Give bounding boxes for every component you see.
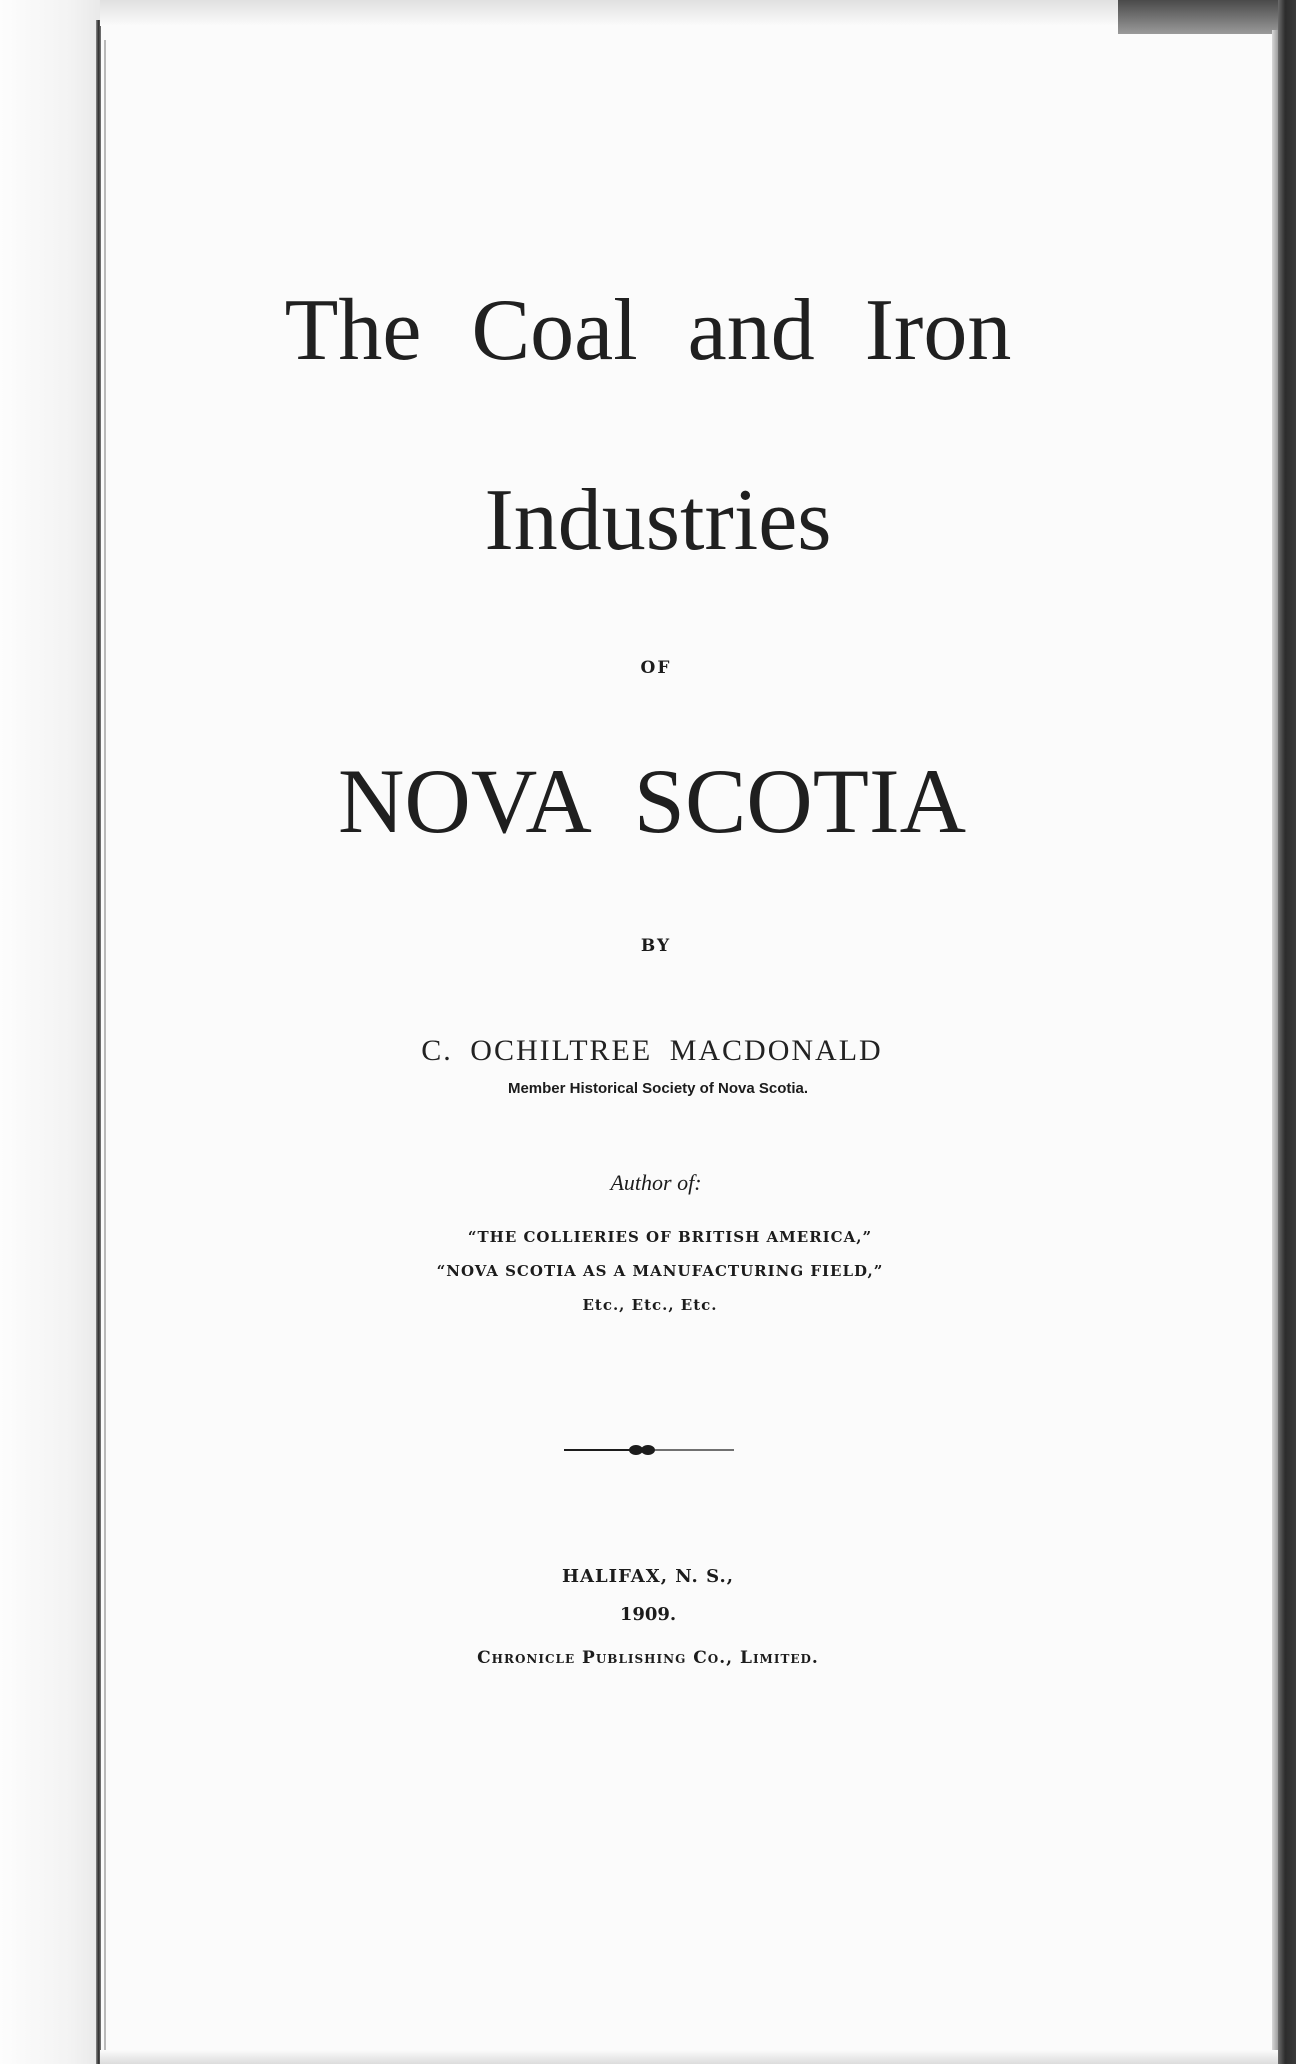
imprint-publisher: Chronicle Publishing Co., Limited.	[477, 1648, 819, 1668]
imprint-year: 1909.	[619, 1604, 677, 1625]
previous-work-1: “THE COLLIERIES OF BRITISH AMERICA,”	[467, 1228, 873, 1246]
page-bottom-shadow	[100, 2050, 1278, 2064]
author-affiliation: Member Historical Society of Nova Scotia.	[507, 1080, 809, 1097]
page-corner-shadow	[1118, 0, 1278, 34]
imprint-place: HALIFAX, N. S.,	[562, 1566, 734, 1587]
book-subject: NOVA SCOTIA	[337, 750, 967, 852]
page-top-shadow	[100, 0, 1278, 26]
author-of-label: Author of:	[610, 1170, 702, 1195]
previous-work-2: “NOVA SCOTIA AS A MANUFACTURING FIELD,”	[436, 1262, 884, 1280]
of-label: OF	[640, 658, 672, 678]
previous-work-etc: Etc., Etc., Etc.	[582, 1296, 718, 1314]
book-title-line-2: Industries	[484, 472, 832, 569]
author-name: C. OCHILTREE MACDONALD	[421, 1034, 883, 1067]
by-label: BY	[640, 936, 672, 956]
ornament-divider-icon	[564, 1438, 734, 1462]
book-title-line-1: The Coal and Iron	[284, 282, 1012, 379]
